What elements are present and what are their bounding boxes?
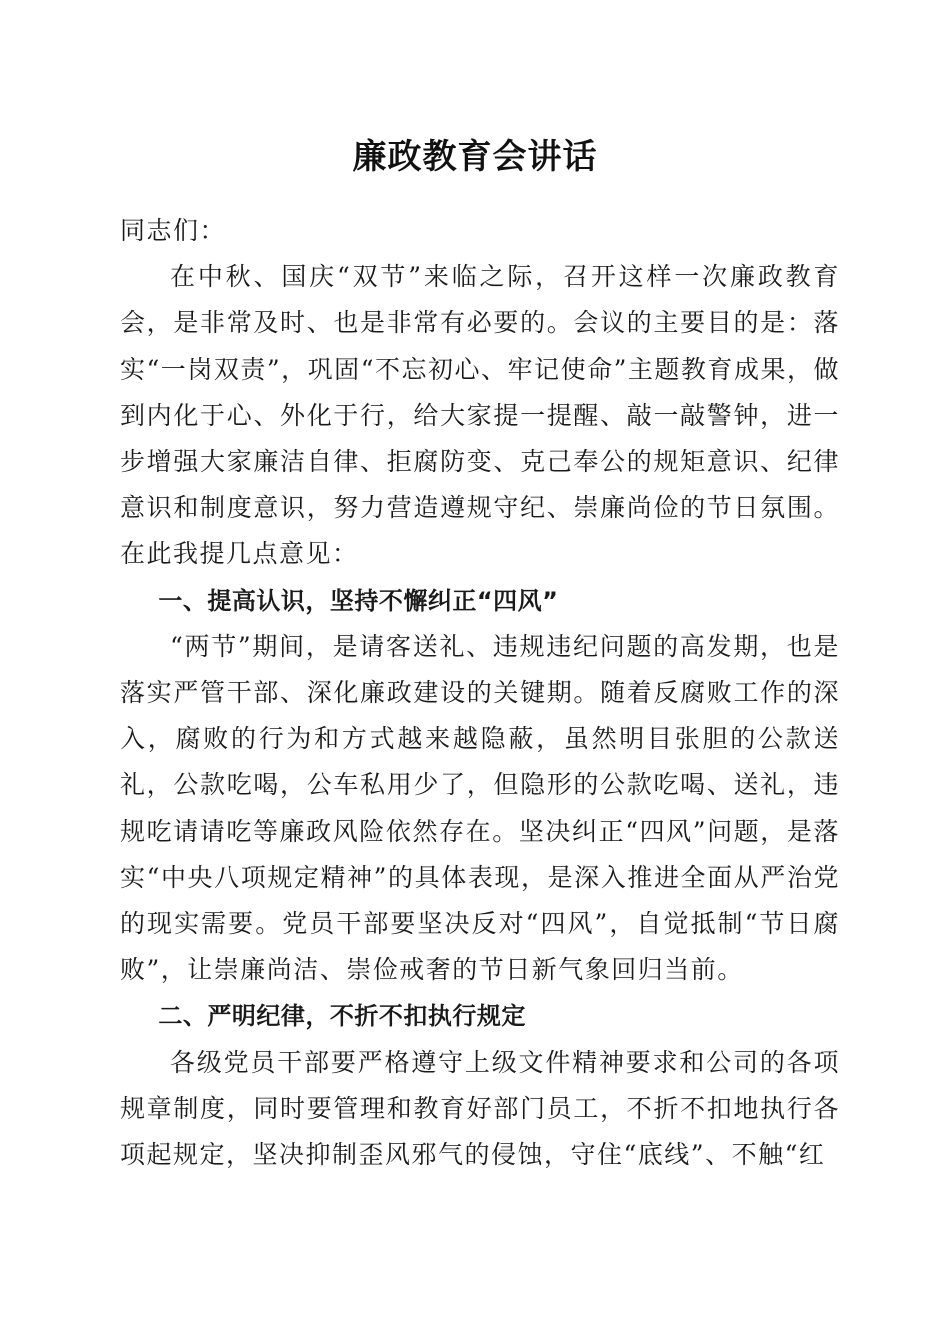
document-title: 廉政教育会讲话 [352,137,598,177]
section-paragraph-2: 各级党员干部要严格遵守上级文件精神要求和公司的各项规章制度，同时要管理和教育好部门员工，不折不扣地执行各项起规定，坚决抑制歪风邪气的侵蚀，守住“底线”、不触“红 [120,1047,840,1170]
document-body [120,208,840,1178]
section-heading-1: 一、提高认识，坚持不懈纠正“四风” [158,586,559,615]
intro-paragraph: 在中秋、国庆“双节”来临之际，召开这样一次廉政教育会，是非常及时、也是非常有必要的。会议的主要目的是：落实“一岗双责”，巩固“不忘初心、牢记使命”主题教育成果，做到内化于心、外化于行，给大家提一提醒、敲一敲警钟，进一步增强大家廉洁自律、拒腐防变、克己奉公的规矩意识、纪律意识和制度意识，努力营造遵规守纪、崇廉尚俭的节日氛围。在此我提几点意见： [120,262,840,569]
section-heading-2: 二、严明纪律，不折不扣执行规定 [158,1002,526,1031]
section-paragraph-1: “两节”期间，是请客送礼、违规违纪问题的高发期，也是落实严管干部、深化廉政建设的关键期。随着反腐败工作的深入，腐败的行为和方式越来越隐蔽，虽然明目张胆的公款送礼，公款吃喝，公车私用少了，但隐形的公款吃喝、送礼，违规吃请请吃等廉政风险依然存在。坚决纠正“四风”问题，是落实“中央八项规定精神”的具体表现，是深入推进全面从严治党的现实需要。党员干部要坚决反对“四风”，自觉抵制“节日腐败”，让崇廉尚洁、崇俭戒奢的节日新气象回归当前。 [120,631,840,985]
greeting: 同志们： [120,216,227,245]
